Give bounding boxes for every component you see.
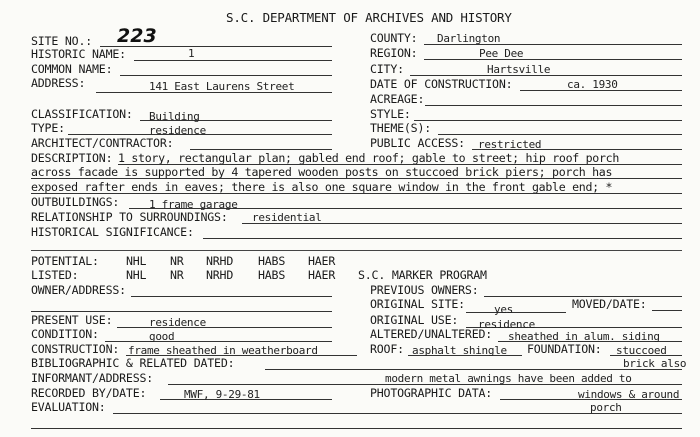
description-line-1: 1 story, rectangular plan; gabled end roof; gable to street; hip roof porch	[118, 151, 620, 165]
original-use-label: ORIGINAL USE:	[370, 313, 459, 327]
historic-name-line	[134, 60, 332, 61]
owner-address-line	[131, 296, 332, 297]
present-use-value: residence	[149, 316, 206, 329]
common-name-line	[120, 75, 332, 76]
description-underline-3	[31, 193, 682, 194]
type-value: residence	[149, 124, 206, 137]
original-use-value: residence	[478, 318, 535, 331]
historic-name-label: HISTORIC NAME:	[31, 47, 126, 61]
altered-value: sheathed in alum. siding	[508, 330, 660, 343]
foundation-value: stuccoed	[616, 344, 667, 357]
altered-label: ALTERED/UNALTERED:	[370, 327, 493, 341]
condition-line	[105, 341, 332, 342]
region-label: REGION:	[370, 46, 418, 60]
recorded-label: RECORDED BY/DATE:	[31, 386, 147, 400]
potential-nr: NR	[170, 254, 184, 268]
description-line-3: exposed rafter ends in eaves; there is also one square window in the front gable end; *	[31, 180, 613, 194]
potential-haer: HAER	[308, 254, 336, 268]
potential-nhl: NHL	[126, 254, 147, 268]
original-site-line	[466, 312, 566, 313]
significance-label: HISTORICAL SIGNIFICANCE:	[31, 225, 194, 239]
section-divider	[31, 250, 682, 251]
moved-date-label: MOVED/DATE:	[572, 297, 647, 311]
bibliographic-label: BIBLIOGRAPHIC & RELATED DATED:	[31, 356, 235, 370]
construction-value: frame sheathed in weatherboard	[128, 344, 318, 357]
description-underline-2	[31, 178, 682, 179]
type-label: TYPE:	[31, 121, 65, 135]
theme-line	[438, 134, 682, 135]
outbuildings-label: OUTBUILDINGS:	[31, 195, 120, 209]
informant-label: INFORMANT/ADDRESS:	[31, 371, 154, 385]
previous-owners-label: PREVIOUS OWNERS:	[370, 283, 479, 297]
style-label: STYLE:	[370, 107, 411, 121]
acreage-label: ACREAGE:	[370, 92, 425, 106]
potential-nrhd: NRHD	[206, 254, 234, 268]
bottom-line	[31, 428, 682, 429]
date-value: ca. 1930	[567, 78, 618, 91]
foundation-label: FOUNDATION:	[527, 342, 602, 356]
condition-value: good	[149, 330, 175, 343]
architect-line	[190, 149, 332, 150]
potential-habs: HABS	[258, 254, 286, 268]
public-access-label: PUBLIC ACCESS:	[370, 136, 465, 150]
evaluation-label: EVALUATION:	[31, 400, 106, 414]
theme-label: THEME(S):	[370, 121, 432, 135]
roof-label: ROOF:	[370, 342, 404, 356]
listed-nrhd: NRHD	[206, 268, 234, 282]
listed-haer: HAER	[308, 268, 336, 282]
listed-nhl: NHL	[126, 268, 147, 282]
bibliographic-line	[265, 369, 682, 370]
condition-label: CONDITION:	[31, 327, 99, 341]
county-value: Darlington	[437, 32, 501, 45]
common-name-label: COMMON NAME:	[31, 62, 113, 76]
site-no-label: SITE NO.:	[31, 34, 93, 48]
acreage-line	[425, 105, 682, 106]
listed-nr: NR	[170, 268, 184, 282]
note-line-1: modern metal awnings have been added to	[385, 372, 632, 385]
historic-name-value: 1	[188, 47, 195, 60]
foundation-value-continued: brick also	[623, 357, 687, 370]
address-label: ADDRESS:	[31, 76, 86, 90]
potential-label: POTENTIAL:	[31, 254, 99, 268]
address-value: 141 East Laurens Street	[149, 80, 295, 93]
city-value: Hartsville	[487, 63, 551, 76]
classification-value: Building	[149, 110, 200, 123]
public-access-value: restricted	[478, 138, 542, 151]
present-use-label: PRESENT USE:	[31, 313, 113, 327]
region-line	[424, 59, 682, 60]
classification-label: CLASSIFICATION:	[31, 107, 133, 121]
description-label: DESCRIPTION:	[31, 151, 113, 165]
significance-line	[203, 238, 682, 239]
form-title: S.C. DEPARTMENT OF ARCHIVES AND HISTORY	[226, 10, 512, 25]
architect-label: ARCHITECT/CONTRACTOR:	[31, 136, 174, 150]
recorded-value: MWF, 9-29-81	[184, 388, 260, 401]
note-line-2: windows & around	[578, 388, 680, 401]
photographic-label: PHOTOGRAPHIC DATA:	[370, 386, 493, 400]
style-line	[414, 120, 682, 121]
note-line-3: porch	[590, 401, 622, 414]
owner-address-label: OWNER/ADDRESS:	[31, 283, 126, 297]
region-value: Pee Dee	[479, 47, 524, 60]
listed-label: LISTED:	[31, 268, 79, 282]
construction-label: CONSTRUCTION:	[31, 342, 120, 356]
owner-address-line-2	[31, 311, 332, 312]
outbuildings-value: 1 frame garage	[149, 198, 238, 211]
marker-program-label: S.C. MARKER PROGRAM	[358, 268, 487, 282]
site-no-value: 223	[117, 25, 157, 47]
relationship-label: RELATIONSHIP TO SURROUNDINGS:	[31, 210, 228, 224]
description-line-2: across facade is supported by 4 tapered wooden posts on stuccoed brick piers; porch has	[31, 165, 613, 179]
moved-date-line	[652, 310, 682, 311]
original-site-value: yes	[494, 303, 513, 316]
relationship-value: residential	[252, 211, 322, 224]
original-site-label: ORIGINAL SITE:	[370, 297, 465, 311]
listed-habs: HABS	[258, 268, 286, 282]
roof-value: asphalt shingle	[412, 344, 507, 357]
date-of-construction-label: DATE OF CONSTRUCTION:	[370, 77, 513, 91]
city-label: CITY:	[370, 62, 404, 76]
county-label: COUNTY:	[370, 31, 418, 45]
